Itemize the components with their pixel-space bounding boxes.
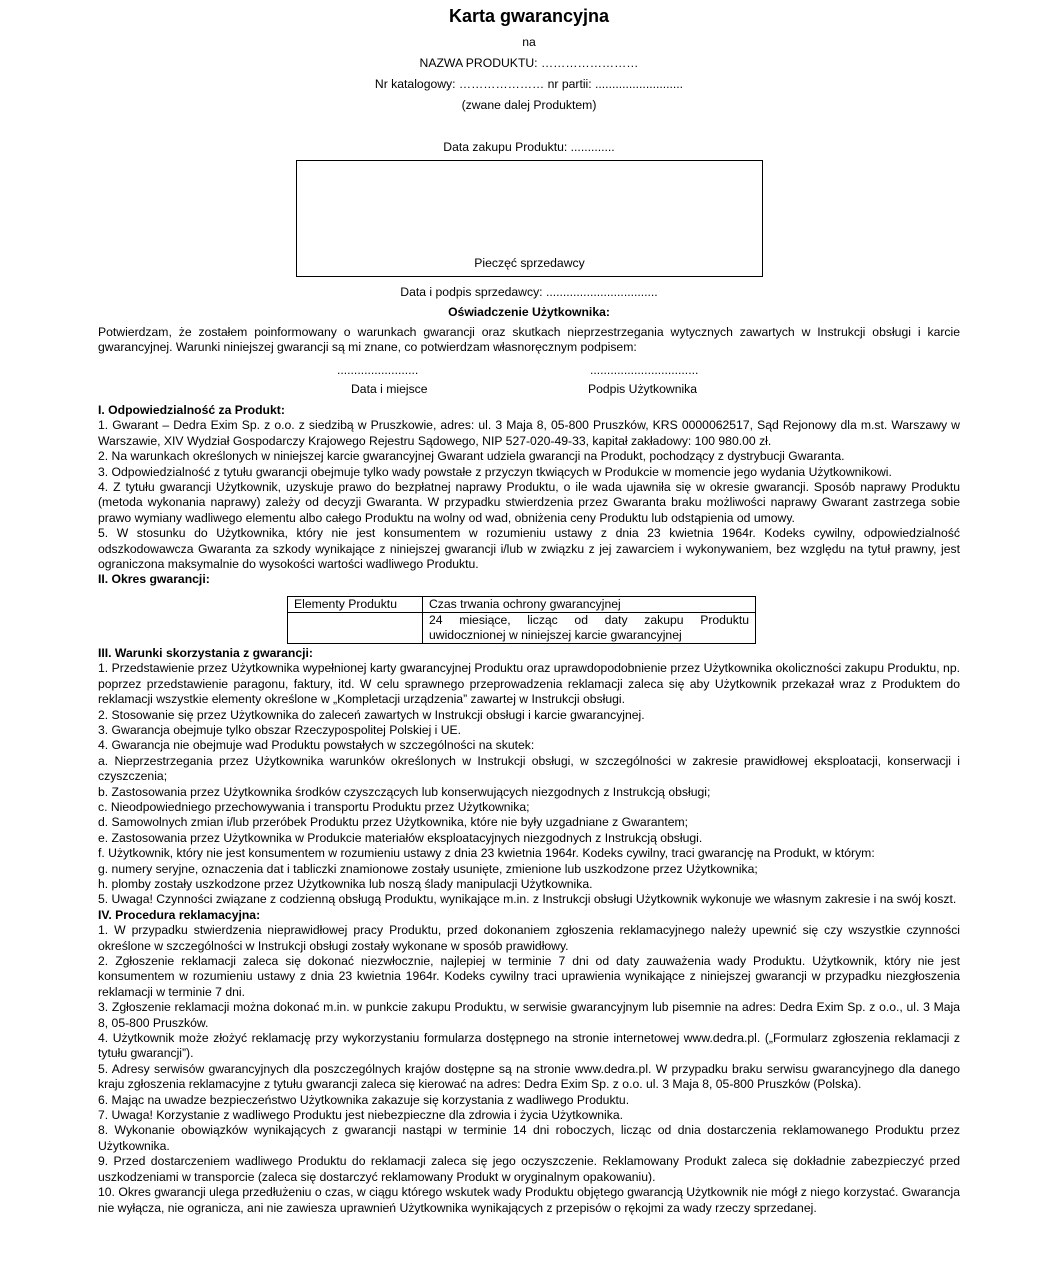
section-3-item: 4. Gwarancja nie obejmuje wad Produktu powstałych w szczególności na skutek: — [98, 738, 535, 753]
document-title: Karta gwarancyjna — [448, 6, 610, 26]
section-4-heading: IV. Procedura reklamacyjna: — [98, 907, 261, 922]
section-3-item: e. Zastosowania przez Użytkownika w Produkcie materiałów eksploatacyjnych niezgodnych z Instrukcją obsługi. — [98, 830, 703, 845]
section-3-item: 3. Gwarancja obejmuje tylko obszar Rzeczypospolitej Polskiej i UE. — [98, 722, 462, 737]
warranty-period-table — [287, 596, 756, 644]
table-cell — [288, 612, 423, 643]
table-header-cell: Czas trwania ochrony gwarancyjnej — [423, 596, 756, 612]
section-3-item: c. Nieodpowiedniego przechowywania i transportu Produktu przez Użytkownika; — [98, 799, 530, 814]
section-1-item: 3. Odpowiedzialność z tytułu gwarancji obejmuje tylko wady powstałe z przyczyn tkwiących w Produkcie w momencie jego wydania Użytkownikowi. — [98, 464, 892, 479]
seller-sign-line: Data i podpis sprzedawcy: ................................. — [400, 285, 658, 299]
section-4-item: 4. Użytkownik może złożyć reklamację przy wykorzystaniu formularza dostępnego na stronie internetowej www.dedra.pl. („Formularz zgłoszenia reklamacji z tytułu gwarancji”). — [98, 1031, 960, 1061]
catalog-batch-line: Nr katalogowy: ………………… nr partii: .......................... — [374, 77, 684, 91]
user-signature-label: Podpis Użytkownika — [588, 382, 698, 396]
called-product-line: (zwane dalej Produktem) — [461, 98, 597, 112]
section-4-item: 9. Przed dostarczeniem wadliwego Produktu do reklamacji zaleca się jego oczyszczenie. Reklamowany Produkt zaleca się dokładnie zabezpieczyć przed uszkodzeniami w transporcie (zaleca się dostarczyć reklamowany Produkt w oryginalnym opakowaniu). — [98, 1154, 960, 1184]
section-1-item: 5. W stosunku do Użytkownika, który nie jest konsumentem w rozumieniu ustawy z dnia 23 kwietnia 1964r. Kodeks cywilny, odpowiedzialność odszkodowawcza Gwaranta za szkody wynikające z niniejszej gwarancji i/lub w związku z jej zawarciem i wykonywaniem, bez względu na tytuł prawny, jest ograniczona maksymalnie do wysokości wartości wadliwego Produktu. — [98, 526, 960, 572]
section-1-item: 2. Na warunkach określonych w niniejszej karcie gwarancyjnej Gwarant udziela gwarancji na Produkt, pochodzący z dystrybucji Gwaranta. — [98, 449, 845, 464]
section-3-heading: III. Warunki skorzystania z gwarancji: — [98, 645, 313, 660]
table-header-cell: Elementy Produktu — [288, 596, 423, 612]
section-4-item: 10. Okres gwarancji ulega przedłużeniu o czas, w ciągu którego wskutek wady Produktu objętego gwarancją Użytkownik nie mógł z niego korzystać. Gwarancja nie wyłącza, nie ogranicza, ani nie zawiesza uprawnień Użytkownika wynikających z przepisów o rękojmi za wady rzeczy sprzedanej. — [98, 1185, 960, 1215]
seller-stamp-box — [296, 160, 763, 277]
section-3-item: h. plomby zostały uszkodzone przez Użytkownika lub noszą ślady manipulacji Użytkownika. — [98, 876, 593, 891]
section-4-item: 2. Zgłoszenie reklamacji zaleca się dokonać niezwłocznie, najlepiej w terminie 7 dni od daty zauważenia wady Produktu. Użytkownik, który nie jest konsumentem w rozumieniu ustawy z dnia 23 kwietnia 1964r. Kodeks cywilny traci uprawienia wynikające z niniejszej gwarancji w przypadku niezgłoszenia reklamacji w terminie 7 dni. — [98, 954, 960, 999]
signature-dots: ................................ — [590, 363, 699, 377]
section-1-item: 1. Gwarant – Dedra Exim Sp. z o.o. z siedzibą w Pruszkowie, adres: ul. 3 Maja 8, 05-800 Pruszków, KRS 0000062517, Sąd Rejonowy dla m.st. Warszawy w Warszawie, XIV Wydział Gospodarczy Krajowego Rejestru Sądowego, NIP 527-020-49-33, kapitał zakładowy: 100 980.00 zł. — [98, 418, 960, 448]
section-4-item: 5. Adresy serwisów gwarancyjnych dla poszczególnych krajów dostępne są na stronie www.dedra.pl. W przypadku braku serwisu gwarancyjnego dla danego kraju zgłoszenia reklamacyjne z tytułu gwarancji zaleca się kierować na adres: Dedra Exim Sp. z o.o. ul. 3 Maja 8, 05-800 Pruszków (Polska). — [98, 1061, 960, 1092]
warranty-terms — [98, 403, 960, 1216]
section-3-item: a. Nieprzestrzegania przez Użytkownika warunków określonych w Instrukcji obsługi, w szczególności w zakresie prawidłowej eksploatacji, konserwacji i czyszczenia; — [98, 753, 960, 784]
section-3-item: g. numery seryjne, oznaczenia dat i tabliczki znamionowe zostały usunięte, zmienione lub uszkodzone przez Użytkownika; — [98, 861, 758, 876]
seller-stamp-label: Pieczęć sprzedawcy — [474, 256, 585, 270]
section-3-item: b. Zastosowania przez Użytkownika środków czyszczących lub konserwujących niezgodnych z Instrukcją obsługi; — [98, 784, 711, 799]
section-3-item: 5. Uwaga! Czynności związane z codzienną obsługą Produktu, wynikające m.in. z Instrukcji obsługi Użytkownik wykonuje we własnym zakresie i na swój koszt. — [98, 892, 957, 907]
section-4-item: 7. Uwaga! Korzystanie z wadliwego Produktu jest niebezpieczne dla zdrowia i życia Użytkownika. — [98, 1108, 623, 1123]
section-4-item: 8. Wykonanie obowiązków wynikających z gwarancji nastąpi w terminie 14 dni roboczych, licząc od dnia dostarczenia reklamowanego Produktu przez Użytkownika. — [98, 1123, 960, 1153]
table-cell: 24 miesiące, licząc od daty zakupu Produktu uwidocznionej w niniejszej karcie gwarancyjnej — [423, 612, 756, 643]
date-place-label: Data i miejsce — [351, 382, 428, 396]
declaration-heading: Oświadczenie Użytkownika: — [448, 305, 610, 319]
section-4-item: 6. Mając na uwadze bezpieczeństwo Użytkownika zakazuje się korzystania z wadliwego Produktu. — [98, 1092, 630, 1107]
section-2-heading: II. Okres gwarancji: — [98, 572, 210, 587]
section-4-item: 3. Zgłoszenie reklamacji można dokonać m.in. w punkcie zakupu Produktu, w serwisie gwarancyjnym lub pisemnie na adres: Dedra Exim Sp. z o.o., ul. 3 Maja 8, 05-800 Pruszków. — [98, 1000, 960, 1030]
section-4-item: 1. W przypadku stwierdzenia nieprawidłowej pracy Produktu, przed dokonaniem zgłoszenia reklamacyjnego należy upewnić się czy wszystkie czynności określone w szczególności w Instrukcji obsługi zostały wykonane w sposób prawidłowy. — [98, 923, 960, 953]
section-3-item: f. Użytkownik, który nie jest konsumentem w rozumieniu ustawy z dnia 23 kwietnia 1964r. Kodeks cywilny, traci gwarancję na Produkt, w którym: — [98, 846, 875, 861]
purchase-date-line: Data zakupu Produktu: ............. — [443, 140, 615, 154]
na-line: na — [522, 35, 536, 49]
section-3-item: d. Samowolnych zmian i/lub przeróbek Produktu przez Użytkownika, które nie były uzgadniane z Gwarantem; — [98, 815, 689, 830]
section-3-item: 1. Przedstawienie przez Użytkownika wypełnionej karty gwarancyjnej Produktu oraz uprawdopodobnienie przez Użytkownika okoliczności zakupu Produktu, np. poprzez przedstawienie paragonu, faktury, itd. W celu sprawnego przeprowadzenia reklamacji zaleca się aby Użytkownik przekazał wraz z Produktem do reklamacji wszystkie elementy określone w „Kompletacji urządzenia” zawartej w Instrukcji obsługi. — [98, 661, 960, 707]
table-header-row — [288, 596, 756, 612]
declaration-text: Potwierdzam, że zostałem poinformowany o warunkach gwarancji oraz skutkach nieprzestrzegania wytycznych zawartych w Instrukcji obsługi i karcie gwarancyjnej. Warunki niniejszej gwarancji są mi znane, co potwierdzam własnoręcznym podpisem: — [98, 325, 960, 355]
date-place-dots: ........................ — [337, 363, 419, 377]
product-name-line: NAZWA PRODUKTU: …………………… — [419, 56, 639, 70]
table-row — [288, 612, 756, 643]
section-1-item: 4. Z tytułu gwarancji Użytkownik, uzyskuje prawo do bezpłatnej naprawy Produktu, o ile wada ujawniła się w okresie gwarancji. Sposób naprawy Produktu (metoda wykonania naprawy) zależy od decyzji Gwaranta. W przypadku stwierdzenia przez Gwaranta braku możliwości naprawy Gwarant zastrzega sobie prawo wymiany wadliwego elementu albo całego Produktu na wolny od wad, obniżenia ceny Produktu lub odstąpienia od umowy. — [98, 480, 960, 525]
section-3-item: 2. Stosowanie się przez Użytkownika do zaleceń zawartych w Instrukcji obsługi i karcie gwarancyjnej. — [98, 707, 645, 722]
section-1-heading: I. Odpowiedzialność za Produkt: — [98, 403, 285, 417]
